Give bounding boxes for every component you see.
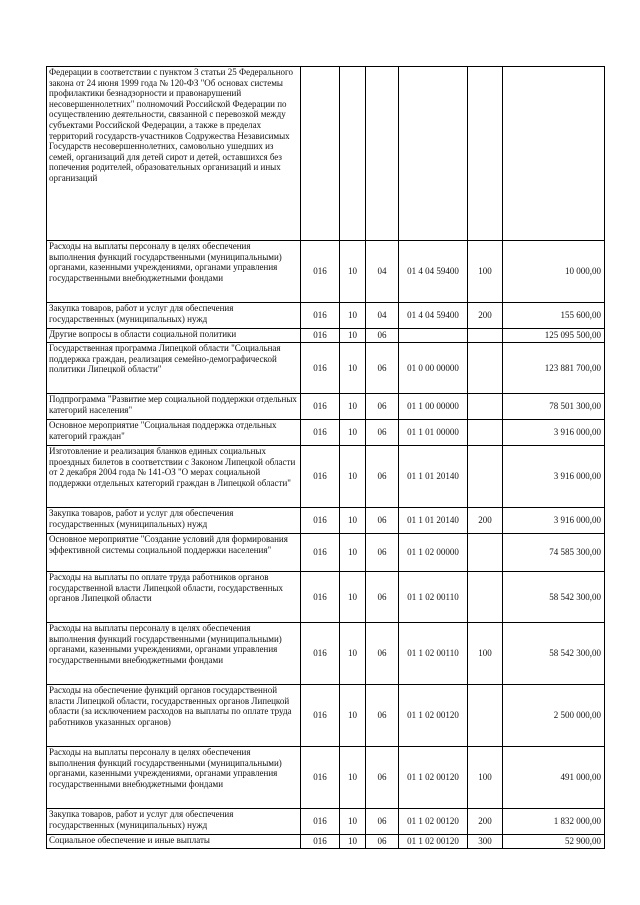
row-section-code: 10 <box>340 508 366 534</box>
row-ministry-code: 016 <box>301 572 340 623</box>
row-ministry-code: 016 <box>301 394 340 420</box>
row-target-code: 01 1 02 00120 <box>399 747 468 809</box>
row-name: Закупка товаров, работ и услуг для обеспечения государственных (муниципальных) нужд <box>47 508 301 534</box>
row-target-code: 01 1 02 00120 <box>399 809 468 835</box>
row-subsection-code: 06 <box>366 685 399 747</box>
row-subsection-code: 06 <box>366 835 399 849</box>
row-ministry-code: 016 <box>301 835 340 849</box>
row-section-code: 10 <box>340 329 366 343</box>
row-target-code: 01 1 02 00000 <box>399 534 468 572</box>
table-row <box>47 329 605 343</box>
row-subsection-code: 06 <box>366 572 399 623</box>
row-target-code: 01 4 04 59400 <box>399 241 468 303</box>
table-row <box>47 67 605 241</box>
row-target-code: 01 4 04 59400 <box>399 303 468 329</box>
table-row <box>47 747 605 809</box>
row-expense-type: 200 <box>468 508 503 534</box>
row-subsection-code: 06 <box>366 623 399 685</box>
row-subsection-code: 06 <box>366 809 399 835</box>
row-ministry-code <box>301 67 340 241</box>
row-amount: 3 916 000,00 <box>503 446 605 508</box>
row-amount: 3 916 000,00 <box>503 420 605 446</box>
row-section-code: 10 <box>340 420 366 446</box>
row-ministry-code: 016 <box>301 446 340 508</box>
row-name: Федерации в соответствии с пунктом 3 статьи 25 Федерального закона от 24 июня 1999 года № 120-ФЗ "Об основах системы профилактики безнадзорности и правонарушений несовершеннолетних" полномочий Российской Федерации по осуществлению деятельности, связанной с перевозкой между субъектами Российской Федерации, а также в пределах территорий государств-участников Содружества Независимых Государств несовершеннолетних, самовольно ушедших из семей, организаций для детей сирот и детей, оставшихся без попечения родителей, образовательных организаций и иных организаций <box>47 67 301 241</box>
row-section-code <box>340 67 366 241</box>
row-section-code: 10 <box>340 835 366 849</box>
row-subsection-code: 06 <box>366 394 399 420</box>
row-target-code: 01 1 02 00120 <box>399 835 468 849</box>
row-expense-type <box>468 685 503 747</box>
row-name: Государственная программа Липецкой области "Социальная поддержка граждан, реализация семейно-демографической политики Липецкой области" <box>47 343 301 394</box>
row-expense-type <box>468 446 503 508</box>
row-expense-type: 200 <box>468 809 503 835</box>
row-name: Основное мероприятие "Создание условий для формирования эффективной системы социальной поддержки населения" <box>47 534 301 572</box>
row-name: Расходы на обеспечение функций органов государственной власти Липецкой области, государственных органов Липецкой области (за исключением расходов на выплаты по оплате труда работников указанных органов) <box>47 685 301 747</box>
row-name: Подпрограмма "Развитие мер социальной поддержки отдельных категорий населения" <box>47 394 301 420</box>
row-subsection-code: 04 <box>366 303 399 329</box>
row-name: Изготовление и реализация бланков единых социальных проездных билетов в соответствии с Законом Липецкой области от 2 декабря 2004 года № 141-ОЗ "О мерах социальной поддержки отдельных категорий граждан в Липецкой области" <box>47 446 301 508</box>
row-amount: 2 500 000,00 <box>503 685 605 747</box>
row-expense-type <box>468 394 503 420</box>
row-ministry-code: 016 <box>301 420 340 446</box>
row-subsection-code: 06 <box>366 329 399 343</box>
table-row <box>47 303 605 329</box>
row-name: Расходы на выплаты персоналу в целях обеспечения выполнения функций государственными (муниципальными) органами, казенными учреждениями, органами управления государственными внебюджетными фондами <box>47 241 301 303</box>
row-name: Основное мероприятие "Социальная поддержка отдельных категорий граждан" <box>47 420 301 446</box>
row-name: Социальное обеспечение и иные выплаты <box>47 835 301 849</box>
row-expense-type <box>468 420 503 446</box>
table-row <box>47 508 605 534</box>
row-expense-type <box>468 329 503 343</box>
row-section-code: 10 <box>340 685 366 747</box>
row-amount: 491 000,00 <box>503 747 605 809</box>
table-row <box>47 241 605 303</box>
row-expense-type <box>468 67 503 241</box>
row-amount <box>503 67 605 241</box>
table-row <box>47 623 605 685</box>
row-expense-type <box>468 572 503 623</box>
row-expense-type: 100 <box>468 241 503 303</box>
row-amount: 123 881 700,00 <box>503 343 605 394</box>
table-row <box>47 394 605 420</box>
table-row <box>47 446 605 508</box>
row-target-code: 01 1 01 00000 <box>399 420 468 446</box>
row-expense-type <box>468 534 503 572</box>
row-ministry-code: 016 <box>301 329 340 343</box>
row-amount: 78 501 300,00 <box>503 394 605 420</box>
row-subsection-code <box>366 67 399 241</box>
row-expense-type: 300 <box>468 835 503 849</box>
row-subsection-code: 06 <box>366 747 399 809</box>
row-ministry-code: 016 <box>301 508 340 534</box>
row-subsection-code: 06 <box>366 420 399 446</box>
row-target-code <box>399 329 468 343</box>
row-amount: 155 600,00 <box>503 303 605 329</box>
row-target-code: 01 1 02 00120 <box>399 685 468 747</box>
table-row <box>47 420 605 446</box>
row-expense-type: 100 <box>468 747 503 809</box>
table-row <box>47 534 605 572</box>
table-row <box>47 572 605 623</box>
row-name: Другие вопросы в области социальной политики <box>47 329 301 343</box>
document-page <box>46 66 605 849</box>
row-expense-type: 100 <box>468 623 503 685</box>
row-ministry-code: 016 <box>301 534 340 572</box>
row-subsection-code: 06 <box>366 534 399 572</box>
row-section-code: 10 <box>340 809 366 835</box>
row-section-code: 10 <box>340 394 366 420</box>
row-target-code: 01 1 01 20140 <box>399 508 468 534</box>
row-ministry-code: 016 <box>301 685 340 747</box>
row-amount: 10 000,00 <box>503 241 605 303</box>
row-amount: 58 542 300,00 <box>503 623 605 685</box>
row-expense-type <box>468 343 503 394</box>
row-ministry-code: 016 <box>301 747 340 809</box>
row-target-code: 01 1 02 00110 <box>399 623 468 685</box>
row-target-code: 01 1 01 20140 <box>399 446 468 508</box>
row-ministry-code: 016 <box>301 241 340 303</box>
row-subsection-code: 06 <box>366 343 399 394</box>
row-section-code: 10 <box>340 343 366 394</box>
row-target-code: 01 0 00 00000 <box>399 343 468 394</box>
row-amount: 1 832 000,00 <box>503 809 605 835</box>
row-subsection-code: 06 <box>366 508 399 534</box>
row-subsection-code: 06 <box>366 446 399 508</box>
table-row <box>47 809 605 835</box>
row-section-code: 10 <box>340 446 366 508</box>
row-ministry-code: 016 <box>301 303 340 329</box>
row-name: Расходы на выплаты персоналу в целях обеспечения выполнения функций государственными (муниципальными) органами, казенными учреждениями, органами управления государственными внебюджетными фондами <box>47 747 301 809</box>
row-amount: 58 542 300,00 <box>503 572 605 623</box>
row-section-code: 10 <box>340 747 366 809</box>
row-amount: 125 095 500,00 <box>503 329 605 343</box>
row-section-code: 10 <box>340 572 366 623</box>
row-ministry-code: 016 <box>301 809 340 835</box>
row-ministry-code: 016 <box>301 623 340 685</box>
row-name: Расходы на выплаты по оплате труда работников органов государственной власти Липецкой области, государственных органов Липецкой области <box>47 572 301 623</box>
table-row <box>47 343 605 394</box>
budget-table <box>46 66 605 849</box>
row-section-code: 10 <box>340 303 366 329</box>
row-amount: 3 916 000,00 <box>503 508 605 534</box>
row-target-code: 01 1 02 00110 <box>399 572 468 623</box>
row-amount: 52 900,00 <box>503 835 605 849</box>
row-section-code: 10 <box>340 534 366 572</box>
row-section-code: 10 <box>340 623 366 685</box>
row-section-code: 10 <box>340 241 366 303</box>
row-amount: 74 585 300,00 <box>503 534 605 572</box>
budget-table-body <box>47 67 605 849</box>
row-target-code <box>399 67 468 241</box>
row-name: Закупка товаров, работ и услуг для обеспечения государственных (муниципальных) нужд <box>47 303 301 329</box>
table-row <box>47 835 605 849</box>
table-row <box>47 685 605 747</box>
row-expense-type: 200 <box>468 303 503 329</box>
row-subsection-code: 04 <box>366 241 399 303</box>
row-ministry-code: 016 <box>301 343 340 394</box>
row-target-code: 01 1 00 00000 <box>399 394 468 420</box>
row-name: Расходы на выплаты персоналу в целях обеспечения выполнения функций государственными (муниципальными) органами, казенными учреждениями, органами управления государственными внебюджетными фондами <box>47 623 301 685</box>
row-name: Закупка товаров, работ и услуг для обеспечения государственных (муниципальных) нужд <box>47 809 301 835</box>
